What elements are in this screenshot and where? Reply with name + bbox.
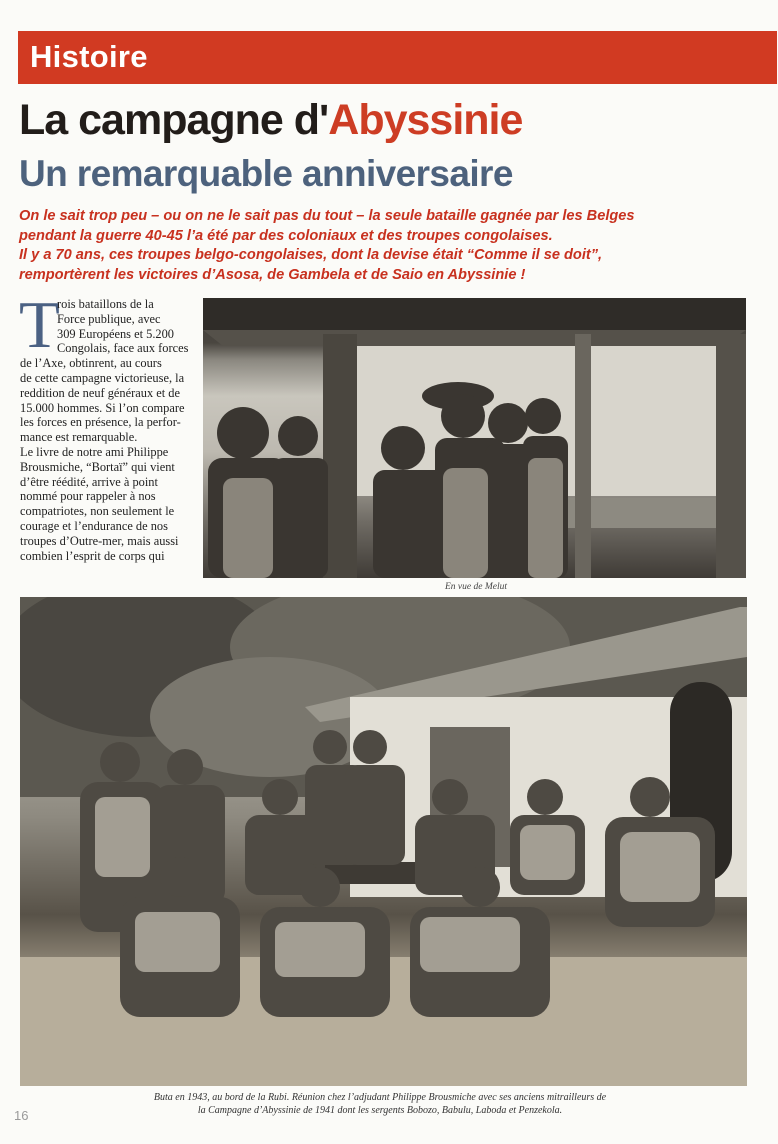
photo-buta — [20, 597, 747, 1086]
article-subtitle: Un remarquable anniversaire — [19, 153, 513, 194]
lead-line: Il y a 70 ans, ces troupes belgo-congolaises, dont la devise était “Comme il se doit”, — [19, 247, 603, 263]
body-line: de cette campagne victorieuse, la — [20, 370, 185, 385]
photo-melut — [203, 298, 746, 578]
body-line: 15.000 hommes. Si l’on compare — [20, 400, 185, 415]
title-part-2: Abyssinie — [328, 96, 523, 144]
section-label: Histoire — [30, 39, 148, 74]
body-line: rois bataillons de la — [57, 297, 154, 311]
body-line: de l’Axe, obtinrent, au cours — [20, 356, 162, 371]
lead-paragraph — [19, 207, 769, 285]
body-line: reddition de neuf généraux et de — [20, 385, 180, 400]
photo-caption-melut: En vue de Melut — [445, 582, 507, 592]
title-part-1: La campagne d' — [19, 96, 329, 144]
lead-line: remportèrent les victoires d’Asosa, de Gambela et de Saio en Abyssinie ! — [19, 266, 526, 283]
body-line: Le livre de notre ami Philippe — [20, 444, 169, 459]
body-line: compatriotes, non seulement le — [20, 504, 175, 519]
drop-cap: T — [19, 288, 60, 362]
article-title — [19, 94, 522, 146]
photo-melut-image — [203, 298, 746, 578]
body-line: 309 Européens et 5.200 — [57, 326, 174, 341]
body-line: mance est remarquable. — [20, 430, 138, 445]
body-line: d’être réédité, arrive à point — [20, 474, 158, 489]
caption-line: Buta en 1943, au bord de la Rubi. Réunion chez l’adjudant Philippe Brousmiche avec ses anciens mitrailleurs de — [153, 1092, 607, 1103]
lead-line: pendant la guerre 40-45 l’a été par des coloniaux et des troupes congolaises. — [19, 227, 553, 244]
body-line: combien l’esprit de corps qui — [20, 548, 165, 563]
body-line: les forces en présence, la perfor- — [20, 415, 181, 430]
section-header — [18, 31, 777, 84]
lead-line: On le sait trop peu – ou on ne le sait pas du tout – la seule bataille gagnée par les Belges — [19, 208, 635, 224]
body-column — [19, 288, 198, 563]
page-number: 16 — [14, 1108, 29, 1123]
body-line: Brousmiche, “Bortaï” qui vient — [20, 459, 175, 474]
body-line: Congolais, face aux forces — [57, 341, 189, 356]
body-line: troupes d’Outre-mer, mais aussi — [20, 533, 179, 548]
caption-line: la Campagne d’Abyssinie de 1941 dont les sergents Bobozo, Babulu, Laboda et Penzekola. — [197, 1105, 563, 1116]
body-line: courage et l’endurance de nos — [20, 518, 168, 533]
body-line: nommé pour rappeler à nos — [20, 489, 156, 504]
photo-buta-image — [20, 597, 747, 1086]
photo-caption-buta — [120, 1091, 640, 1117]
body-line: Force publique, avec — [57, 311, 161, 326]
